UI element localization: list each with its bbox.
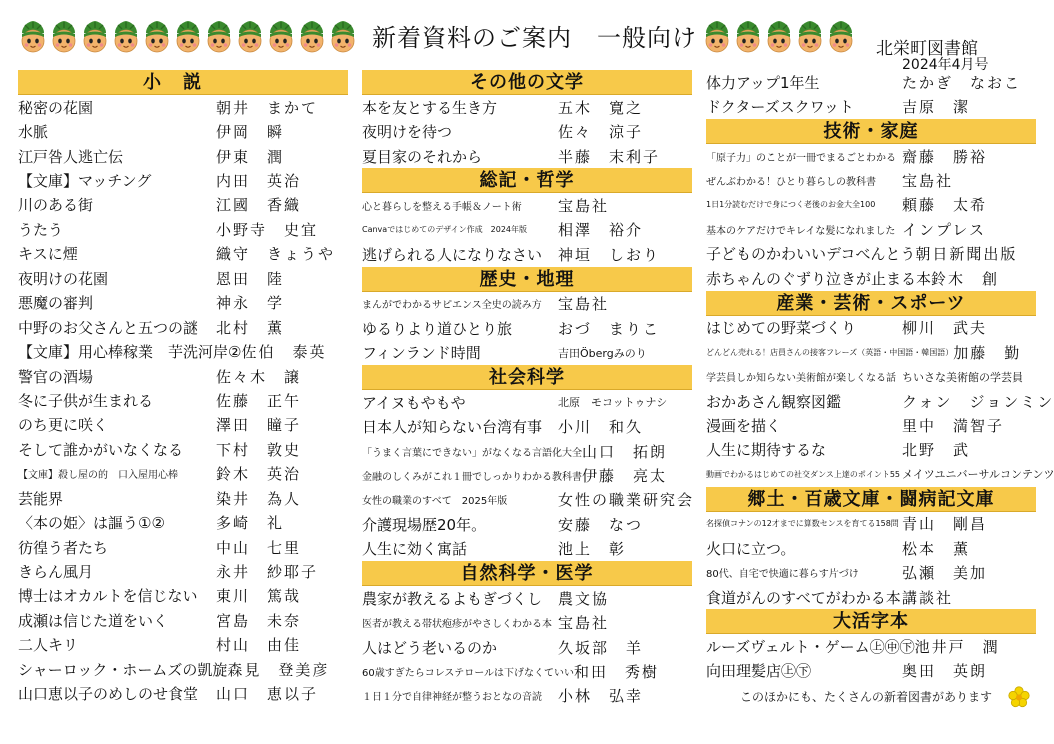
book-row <box>706 94 1036 118</box>
book-author: 恩田 陸 <box>216 269 285 288</box>
book-author: 青山 剛昌 <box>902 515 988 534</box>
book-title: キスに煙 <box>18 245 78 264</box>
book-author: 小川 和久 <box>558 418 644 437</box>
book-title: ルーズヴェルト・ゲーム㊤㊥㊦ <box>706 638 915 657</box>
book-list-technology-home <box>706 144 1036 291</box>
book-title: そして誰かがいなくなる <box>18 440 184 459</box>
book-row <box>706 217 1036 241</box>
book-title: 医者が教える帯状疱疹がやさしくわかる本 <box>362 619 552 631</box>
book-title: 秘密の花園 <box>18 98 94 117</box>
book-author: 佐伯 泰英 <box>241 343 327 362</box>
mascot-row-right <box>702 20 856 58</box>
book-author: 五木 寛之 <box>558 98 644 117</box>
book-title: 川のある街 <box>18 196 94 215</box>
book-author: 朝日新聞出版 <box>915 245 1018 264</box>
book-author: 宝島社 <box>558 197 610 216</box>
book-title: 漫画を描く <box>706 416 782 435</box>
mascot-icon <box>826 20 856 56</box>
book-author: 池上 彰 <box>558 540 627 559</box>
book-author: 加藤 勤 <box>953 343 1022 362</box>
book-title: 1日1分読むだけで身につく老後のお金大全100 <box>706 200 876 210</box>
book-title: 二人キリ <box>18 636 79 655</box>
book-author: 北原 モコットゥナシ <box>558 396 668 410</box>
book-row <box>18 510 348 534</box>
book-row <box>706 316 1036 340</box>
mascot-icon <box>733 20 763 56</box>
book-author: 吉原 潔 <box>902 98 971 117</box>
book-title: 冬に子供が生まれる <box>18 391 154 410</box>
book-author: 宝島社 <box>902 172 954 191</box>
book-author: 染井 為人 <box>216 489 302 508</box>
book-author: 内田 英治 <box>216 172 302 191</box>
book-author: 講談社 <box>902 588 954 607</box>
book-title: １日１分で自律神経が整うおとなの音読 <box>362 692 542 704</box>
book-row <box>706 512 1036 536</box>
book-author: 佐々 涼子 <box>558 123 644 142</box>
book-row <box>362 390 692 414</box>
section-header-other-literature: その他の文学 <box>362 70 692 95</box>
book-author: 安藤 なつ <box>558 515 644 534</box>
column-fiction <box>18 70 348 706</box>
book-title: 「うまく言葉にできない」がなくなる言語化大全 <box>362 447 582 459</box>
book-author: 永井 紗耶子 <box>216 563 319 582</box>
mascot-icon <box>795 20 825 56</box>
book-title: 博士はオカルトを信じない <box>18 587 198 606</box>
book-row <box>362 119 692 143</box>
book-author: 奥田 英朗 <box>902 662 988 681</box>
section-header-technology-home: 技術・家庭 <box>706 119 1036 144</box>
book-row <box>18 437 348 461</box>
book-title: 警官の酒場 <box>18 367 94 386</box>
book-title: 成瀬は信じた道をいく <box>18 611 169 630</box>
book-row <box>706 659 1036 683</box>
mascot-icon <box>18 20 48 56</box>
section-header-natural-science: 自然科学・医学 <box>362 561 692 586</box>
book-list-fiction <box>18 95 348 706</box>
mascot-icon <box>297 20 327 56</box>
book-author: 池井戸 潤 <box>914 638 1000 657</box>
book-title: 名探偵コナンの12才までに算数センスを育てる158問 <box>706 519 899 529</box>
book-row <box>18 413 348 437</box>
book-author: 神垣 しおり <box>558 245 661 264</box>
column-right <box>706 70 1054 683</box>
book-author: 松本 薫 <box>902 539 971 558</box>
book-title: 水脈 <box>18 123 49 142</box>
mascot-icon <box>702 20 732 56</box>
book-list-local-collection <box>706 512 1036 610</box>
book-author: 小林 弘幸 <box>558 687 644 706</box>
book-row <box>706 364 1036 388</box>
book-author: おづ まりこ <box>558 319 660 338</box>
book-author: 朝井 まかて <box>216 98 319 117</box>
book-title: 学芸員しか知らない美術館が楽しくなる話 <box>706 373 896 385</box>
book-author: 宮島 未奈 <box>216 611 302 630</box>
mascot-icon <box>204 20 234 56</box>
book-author: 和田 秀樹 <box>574 663 660 682</box>
book-author: 鈴木 英治 <box>216 465 302 484</box>
book-row <box>362 193 692 217</box>
book-row <box>18 291 348 315</box>
book-row <box>18 364 348 388</box>
page-header <box>0 0 1053 73</box>
book-row <box>362 341 692 365</box>
book-author: 柳川 武夫 <box>902 319 988 338</box>
book-row <box>18 535 348 559</box>
book-row <box>18 462 348 486</box>
book-author: 宝島社 <box>558 295 610 314</box>
footer-note: このほかにも、たくさんの新着図書があります <box>740 690 993 704</box>
book-author: メイツユニバーサルコンテンツ <box>902 468 1054 482</box>
mascot-icon <box>49 20 79 56</box>
book-row <box>18 559 348 583</box>
book-title: 日本人が知らない台湾有事 <box>362 418 543 437</box>
book-title: うたう <box>18 220 64 239</box>
book-title: 逃げられる人になりなさい <box>362 245 543 264</box>
book-row <box>18 339 348 363</box>
book-title: 【文庫】用心棒稼業 芋洗河岸② <box>18 343 242 362</box>
book-author: 佐藤 正午 <box>216 391 302 410</box>
book-row <box>706 413 1036 437</box>
book-author: インプレス <box>902 220 986 239</box>
book-row <box>18 486 348 510</box>
book-author: 中山 七里 <box>216 538 302 557</box>
book-title: 心と暮らしを整える手帳＆ノート術 <box>362 202 522 214</box>
book-row <box>18 193 348 217</box>
book-title: 彷徨う者たち <box>18 538 109 557</box>
book-row <box>362 610 692 634</box>
mascot-icon <box>266 20 296 56</box>
book-title: 江戸咎人逃亡伝 <box>18 147 124 166</box>
section-header-industry-arts: 産業・芸術・スポーツ <box>706 291 1036 316</box>
mascot-icon <box>80 20 110 56</box>
book-list-natural-science <box>362 586 692 708</box>
book-title: 夏目家のそれから <box>362 147 483 166</box>
book-row <box>18 388 348 412</box>
book-author: 久坂部 羊 <box>558 638 644 657</box>
book-row <box>362 218 692 242</box>
book-title: 山口恵以子のめしのせ食堂 <box>18 685 199 704</box>
book-title: 食道がんのすべてがわかる本 <box>706 588 901 607</box>
book-row <box>362 242 692 266</box>
book-title: 【文庫】殺し屋の的 口入屋用心棒 <box>18 470 178 482</box>
book-title: 向田理髪店㊤㊦ <box>706 662 812 681</box>
book-title: きらん風月 <box>18 563 94 582</box>
book-title: ドクターズスクワット <box>706 98 854 117</box>
book-row <box>18 584 348 608</box>
book-list-history-geography <box>362 292 692 365</box>
book-row <box>18 608 348 632</box>
book-title: 80代、自宅で快適に暮らす片づけ <box>706 569 859 581</box>
book-title: はじめての野菜づくり <box>706 319 857 338</box>
book-author: 半藤 末利子 <box>558 147 661 166</box>
mascot-icon <box>764 20 794 56</box>
book-row <box>706 536 1036 560</box>
book-row <box>706 193 1036 217</box>
book-row <box>706 70 1036 94</box>
book-list-social-science <box>362 390 695 561</box>
section-header-local-collection: 郷土・百歳文庫・闘病記文庫 <box>706 487 1036 512</box>
book-row <box>362 684 692 708</box>
book-row <box>706 242 1036 266</box>
book-row <box>18 633 348 657</box>
book-author: 村山 由佳 <box>216 636 302 655</box>
book-row <box>18 315 348 339</box>
book-row <box>18 657 348 681</box>
book-title: 基本のケアだけでキレイな髪になれました <box>706 225 896 237</box>
book-title: Canvaではじめてのデザイン作成 2024年版 <box>362 225 527 235</box>
book-row <box>706 340 1036 364</box>
book-row <box>18 168 348 192</box>
book-author: 伊藤 亮太 <box>582 466 668 485</box>
section-header-general-philosophy: 総記・哲学 <box>362 168 692 193</box>
book-row <box>706 389 1054 413</box>
book-title: 夜明けを待つ <box>362 123 453 142</box>
book-row <box>706 560 1036 584</box>
book-title: 本を友とする生き方 <box>362 98 498 117</box>
book-author: 鈴木 創 <box>931 269 1000 288</box>
book-author: 伊東 潤 <box>216 147 285 166</box>
book-title: 動画でわかるはじめての社交ダンス上達のポイント55 <box>706 469 901 479</box>
book-row <box>18 682 348 706</box>
book-title: 人生に効く寓話 <box>362 540 468 559</box>
book-title: おかあさん観察図鑑 <box>706 392 842 411</box>
book-title: 体力アップ1年生 <box>706 73 820 92</box>
section-header-fiction: 小説 <box>18 70 348 95</box>
book-author: 山口 拓朗 <box>582 442 668 461</box>
book-author: 頼藤 太希 <box>902 196 988 215</box>
book-title: 人はどう老いるのか <box>362 638 498 657</box>
book-row <box>18 242 348 266</box>
book-title: ぜんぶわかる！ひとり暮らしの教科書 <box>706 177 876 189</box>
section-header-social-science: 社会科学 <box>362 365 692 390</box>
book-row <box>706 168 1036 192</box>
book-title: 介護現場歴20年。 <box>362 515 487 534</box>
book-title: 【文庫】マッチング <box>18 172 152 191</box>
book-title: 60歳すぎたらコレステロールは下げなくていい <box>362 668 575 680</box>
column-middle <box>362 70 695 708</box>
section-header-history-geography: 歴史・地理 <box>362 267 692 292</box>
book-author: 多崎 礼 <box>216 514 285 533</box>
book-row <box>362 512 692 536</box>
book-row <box>18 95 348 119</box>
book-title: 夜明けの花園 <box>18 269 109 288</box>
book-title: 悪魔の審判 <box>18 294 94 313</box>
book-list-general-philosophy <box>362 193 692 266</box>
book-row <box>362 144 692 168</box>
book-author: 伊岡 瞬 <box>216 123 285 142</box>
book-author: 宝島社 <box>558 614 610 633</box>
issue-date: 2024年4月号 <box>902 57 989 73</box>
book-author: 神永 学 <box>216 294 285 313</box>
book-author: 相澤 裕介 <box>558 221 644 240</box>
book-row <box>18 144 348 168</box>
book-title: 子どものかわいいデコべんとう <box>706 245 916 264</box>
book-author: たかぎ なおこ <box>902 73 1022 92</box>
book-author: クォン ジョンミン <box>902 392 1054 411</box>
book-author: 織守 きょうや <box>216 245 336 264</box>
book-author: 農文協 <box>558 589 610 608</box>
book-title: まんがでわかるサピエンス全史の読み方 <box>362 300 542 312</box>
book-title: 農家が教えるよもぎづくし <box>362 589 543 608</box>
book-author: ちいさな美術館の学芸員 <box>902 370 1023 384</box>
book-author: 里中 満智子 <box>902 416 1005 435</box>
book-title: シャーロック・ホームズの凱旋 <box>18 660 228 679</box>
book-title: フィンランド時間 <box>362 344 481 363</box>
book-row <box>362 414 692 438</box>
library-name: 北栄町図書館 <box>876 39 978 59</box>
book-title: 火口に立つ。 <box>706 539 796 558</box>
book-row <box>18 266 348 290</box>
book-author: 森見 登美彦 <box>227 660 330 679</box>
book-author: 佐々木 譲 <box>216 367 302 386</box>
book-row <box>706 144 1036 168</box>
book-title: 〈本の姫〉は謳う①② <box>18 514 165 533</box>
book-title: どんどん売れる！店員さんの接客フレーズ（英語・中国語・韓国語） <box>706 347 954 357</box>
mascot-row-left <box>18 20 358 58</box>
book-author: 女性の職業研究会 <box>558 491 695 510</box>
book-author: 北野 武 <box>902 441 971 460</box>
book-author: 下村 敦史 <box>216 440 302 459</box>
book-row <box>706 438 1036 462</box>
mascot-icon <box>111 20 141 56</box>
book-row <box>362 292 692 316</box>
book-row <box>362 316 692 340</box>
book-author: 澤田 瞳子 <box>216 416 302 435</box>
mascot-icon <box>235 20 265 56</box>
book-title: 中野のお父さんと五つの謎 <box>18 318 199 337</box>
mascot-icon <box>142 20 172 56</box>
mascot-icon <box>173 20 203 56</box>
book-title: 女性の職業のすべて 2025年版 <box>362 496 508 508</box>
book-row <box>362 488 695 512</box>
book-author: 小野寺 史宜 <box>216 220 319 239</box>
book-title: ゆるりより道ひとり旅 <box>362 319 513 338</box>
book-row <box>362 95 692 119</box>
book-title: 人生に期待するな <box>706 441 827 460</box>
book-row <box>706 266 1036 290</box>
book-row <box>362 659 692 683</box>
book-author: 山口 恵以子 <box>216 685 319 704</box>
book-row <box>362 439 692 463</box>
book-list-other-literature <box>362 95 692 168</box>
book-list-continued <box>706 70 1036 119</box>
book-list-industry-arts <box>706 316 1054 487</box>
book-title: 赤ちゃんのぐずり泣きが止まる本 <box>706 269 932 288</box>
book-author: 東川 篤哉 <box>216 587 302 606</box>
book-list-large-print <box>706 634 1036 683</box>
book-row <box>18 217 348 241</box>
book-title: のち更に咲く <box>18 416 109 435</box>
book-row <box>706 462 1054 486</box>
flower-icon <box>1008 686 1030 708</box>
book-author: 吉田Öbergみのり <box>558 346 647 360</box>
book-title: 金融のしくみがこれ１冊でしっかりわかる教科書 <box>362 471 582 483</box>
section-header-large-print: 大活字本 <box>706 609 1036 634</box>
book-author: 北村 薫 <box>216 318 285 337</box>
book-author: 齋藤 勝裕 <box>902 147 988 166</box>
book-author: 江國 香織 <box>216 196 302 215</box>
book-row <box>706 585 1036 609</box>
book-row <box>362 635 692 659</box>
book-row <box>362 463 692 487</box>
book-row <box>18 119 348 143</box>
page-title: 新着資料のご案内 一般向け <box>372 24 697 52</box>
mascot-icon <box>328 20 358 56</box>
book-row <box>362 586 692 610</box>
book-title: 芸能界 <box>18 489 64 508</box>
book-row <box>706 634 1036 658</box>
book-title: アイヌもやもや <box>362 393 466 412</box>
book-author: 弘瀬 美加 <box>902 564 988 583</box>
book-row <box>362 537 692 561</box>
book-title: 「原子力」のことが一冊でまるごとわかる <box>706 152 896 164</box>
